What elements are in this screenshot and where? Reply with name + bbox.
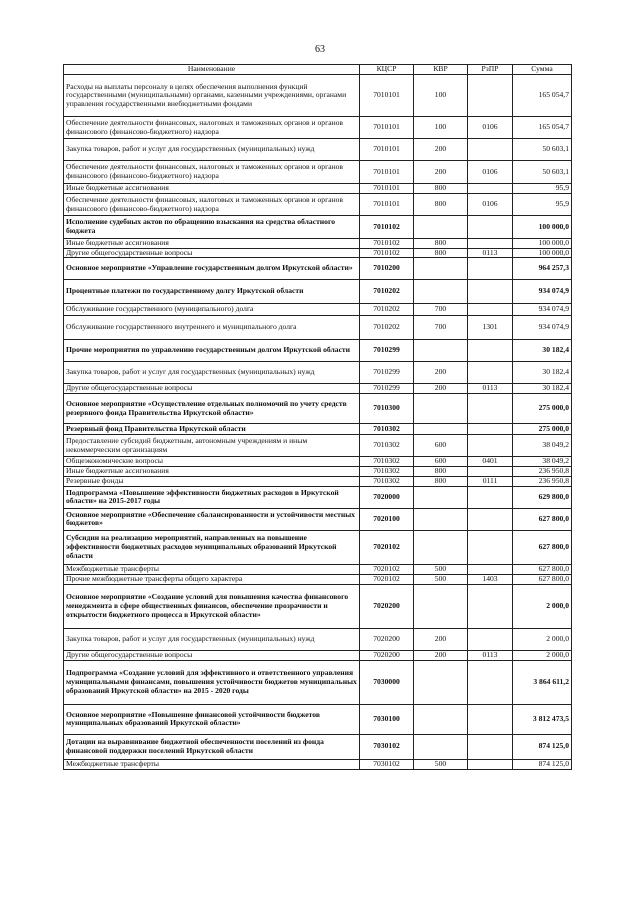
cell-name: Иные бюджетные ассигнования xyxy=(64,467,360,477)
header-kvr: КВР xyxy=(414,65,468,75)
cell-kcsr: 7010202 xyxy=(360,304,414,316)
header-kcsr: КЦСР xyxy=(360,65,414,75)
cell-kvr: 700 xyxy=(414,304,468,316)
cell-sum: 165 054,7 xyxy=(513,117,572,139)
cell-name: Иные бюджетные ассигнования xyxy=(64,184,360,194)
header-rzpr: РзПР xyxy=(468,65,513,75)
cell-kcsr: 7010101 xyxy=(360,75,414,117)
cell-name: Закупка товаров, работ и услуг для государственных (муниципальных) нужд xyxy=(64,362,360,384)
cell-sum: 30 182,4 xyxy=(513,340,572,362)
cell-sum: 627 800,0 xyxy=(513,564,572,574)
cell-rzpr xyxy=(468,304,513,316)
cell-rzpr: 0113 xyxy=(468,248,513,258)
cell-name: Другие общегосударственные вопросы xyxy=(64,248,360,258)
table-row xyxy=(64,508,572,530)
cell-name: Резервные фонды xyxy=(64,476,360,486)
cell-name: Подпрограмма «Повышение эффективности бюджетных расходов в Иркутской области» на 2015-2017 годы xyxy=(64,486,360,508)
cell-kvr: 800 xyxy=(414,467,468,477)
cell-kcsr: 7020200 xyxy=(360,650,414,660)
cell-sum: 627 800,0 xyxy=(513,574,572,584)
table-row xyxy=(64,704,572,734)
cell-kcsr: 7010302 xyxy=(360,476,414,486)
table-body xyxy=(64,75,572,770)
cell-name: Общеэкономические вопросы xyxy=(64,457,360,467)
cell-kcsr: 7010302 xyxy=(360,457,414,467)
cell-kcsr: 7010302 xyxy=(360,435,414,457)
cell-kvr: 200 xyxy=(414,384,468,394)
cell-kvr xyxy=(414,486,468,508)
cell-sum: 30 182,4 xyxy=(513,362,572,384)
table-row xyxy=(64,248,572,258)
cell-kcsr: 7010101 xyxy=(360,117,414,139)
table-row xyxy=(64,258,572,280)
cell-kvr xyxy=(414,258,468,280)
cell-kcsr: 7010202 xyxy=(360,316,414,340)
cell-name: Обеспечение деятельности финансовых, налоговых и таможенных органов и органов финансового (финансово-бюджетного) надзора xyxy=(64,161,360,184)
cell-sum: 3 812 473,5 xyxy=(513,704,572,734)
cell-kvr: 500 xyxy=(414,564,468,574)
table-row xyxy=(64,457,572,467)
cell-rzpr: 0401 xyxy=(468,457,513,467)
table-row xyxy=(64,660,572,704)
cell-sum: 100 000,0 xyxy=(513,216,572,239)
cell-name: Основное мероприятие «Повышение финансовой устойчивости бюджетов муниципальных образований Иркутской области» xyxy=(64,704,360,734)
cell-kvr: 600 xyxy=(414,435,468,457)
cell-kcsr: 7030000 xyxy=(360,660,414,704)
cell-kvr xyxy=(414,530,468,564)
cell-name: Закупка товаров, работ и услуг для государственных (муниципальных) нужд xyxy=(64,628,360,650)
cell-kcsr: 7030100 xyxy=(360,704,414,734)
cell-rzpr xyxy=(468,435,513,457)
table-row xyxy=(64,734,572,759)
cell-sum: 275 000,0 xyxy=(513,424,572,435)
cell-sum: 629 800,0 xyxy=(513,486,572,508)
cell-sum: 2 000,0 xyxy=(513,628,572,650)
cell-sum: 95,9 xyxy=(513,184,572,194)
cell-rzpr xyxy=(468,239,513,249)
cell-kvr: 200 xyxy=(414,139,468,161)
cell-kvr xyxy=(414,660,468,704)
cell-name: Дотации на выравнивание бюджетной обеспеченности поселений из фонда финансовой поддержки поселений Иркутской области xyxy=(64,734,360,759)
cell-rzpr xyxy=(468,216,513,239)
cell-rzpr xyxy=(468,564,513,574)
cell-kvr xyxy=(414,394,468,424)
cell-rzpr xyxy=(468,184,513,194)
cell-rzpr xyxy=(468,584,513,628)
cell-sum: 874 125,0 xyxy=(513,759,572,769)
cell-kcsr: 7010101 xyxy=(360,139,414,161)
cell-rzpr: 1301 xyxy=(468,316,513,340)
cell-kcsr: 7010302 xyxy=(360,467,414,477)
cell-kvr: 100 xyxy=(414,117,468,139)
table-row xyxy=(64,650,572,660)
table-row xyxy=(64,194,572,216)
cell-kcsr: 7020100 xyxy=(360,508,414,530)
cell-kcsr: 7020102 xyxy=(360,574,414,584)
cell-name: Обеспечение деятельности финансовых, налоговых и таможенных органов и органов финансового (финансово-бюджетного) надзора xyxy=(64,117,360,139)
cell-name: Межбюджетные трансферты xyxy=(64,564,360,574)
table-row xyxy=(64,486,572,508)
table-row xyxy=(64,564,572,574)
cell-name: Предоставление субсидий бюджетным, автономным учреждениям и иным некоммерческим организациям xyxy=(64,435,360,457)
cell-rzpr: 0106 xyxy=(468,161,513,184)
cell-name: Основное мероприятие «Управление государственным долгом Иркутской области» xyxy=(64,258,360,280)
cell-sum: 2 000,0 xyxy=(513,584,572,628)
table-row xyxy=(64,424,572,435)
cell-sum: 50 603,1 xyxy=(513,139,572,161)
cell-kvr: 500 xyxy=(414,574,468,584)
cell-rzpr: 0106 xyxy=(468,117,513,139)
cell-name: Прочие межбюджетные трансферты общего характера xyxy=(64,574,360,584)
header-sum: Сумма xyxy=(513,65,572,75)
cell-sum: 38 049,2 xyxy=(513,435,572,457)
cell-kcsr: 7020000 xyxy=(360,486,414,508)
cell-kvr: 800 xyxy=(414,184,468,194)
cell-rzpr: 0113 xyxy=(468,650,513,660)
cell-rzpr xyxy=(468,486,513,508)
table-row xyxy=(64,139,572,161)
cell-kvr: 600 xyxy=(414,457,468,467)
table-header xyxy=(64,65,572,75)
table-row xyxy=(64,239,572,249)
cell-rzpr xyxy=(468,628,513,650)
cell-rzpr xyxy=(468,530,513,564)
table-row xyxy=(64,467,572,477)
cell-kvr: 800 xyxy=(414,476,468,486)
cell-kcsr: 7020102 xyxy=(360,564,414,574)
cell-name: Иные бюджетные ассигнования xyxy=(64,239,360,249)
table-row xyxy=(64,117,572,139)
cell-name: Основное мероприятие «Создание условий для повышения качества финансового менеджмента в сфере общественных финансов, обеспечение прозрачности и открытости бюджетного процесса в Иркутской области» xyxy=(64,584,360,628)
table-row xyxy=(64,340,572,362)
cell-kvr: 500 xyxy=(414,759,468,769)
cell-rzpr xyxy=(468,139,513,161)
cell-sum: 95,9 xyxy=(513,194,572,216)
cell-kcsr: 7030102 xyxy=(360,734,414,759)
table-row xyxy=(64,216,572,239)
cell-rzpr: 1403 xyxy=(468,574,513,584)
cell-name: Процентные платежи по государственному долгу Иркутской области xyxy=(64,280,360,304)
table-row xyxy=(64,75,572,117)
cell-rzpr xyxy=(468,394,513,424)
cell-sum: 236 950,8 xyxy=(513,476,572,486)
budget-table xyxy=(63,64,572,770)
cell-rzpr xyxy=(468,508,513,530)
table-row xyxy=(64,161,572,184)
cell-kvr xyxy=(414,734,468,759)
cell-kcsr: 7010101 xyxy=(360,194,414,216)
cell-rzpr xyxy=(468,424,513,435)
cell-rzpr xyxy=(468,759,513,769)
cell-kvr: 200 xyxy=(414,362,468,384)
cell-kcsr: 7010202 xyxy=(360,280,414,304)
cell-rzpr xyxy=(468,704,513,734)
cell-kvr xyxy=(414,340,468,362)
table-row xyxy=(64,584,572,628)
cell-kvr xyxy=(414,424,468,435)
cell-kcsr: 7010302 xyxy=(360,424,414,435)
cell-kcsr: 7020200 xyxy=(360,628,414,650)
cell-rzpr xyxy=(468,660,513,704)
cell-name: Прочие мероприятия по управлению государственным долгом Иркутской области xyxy=(64,340,360,362)
page-number: 63 xyxy=(315,44,325,55)
table-row xyxy=(64,362,572,384)
cell-name: Другие общегосударственные вопросы xyxy=(64,384,360,394)
table-row xyxy=(64,759,572,769)
cell-kvr: 800 xyxy=(414,239,468,249)
cell-rzpr xyxy=(468,340,513,362)
table-row xyxy=(64,304,572,316)
cell-sum: 2 000,0 xyxy=(513,650,572,660)
cell-sum: 275 000,0 xyxy=(513,394,572,424)
cell-rzpr xyxy=(468,280,513,304)
cell-kvr: 700 xyxy=(414,316,468,340)
cell-kvr xyxy=(414,584,468,628)
cell-sum: 934 074,9 xyxy=(513,280,572,304)
cell-kcsr: 7010299 xyxy=(360,340,414,362)
cell-kvr: 800 xyxy=(414,194,468,216)
cell-kvr: 100 xyxy=(414,75,468,117)
cell-sum: 874 125,0 xyxy=(513,734,572,759)
cell-kcsr: 7010102 xyxy=(360,216,414,239)
cell-kvr: 200 xyxy=(414,628,468,650)
cell-kcsr: 7010101 xyxy=(360,161,414,184)
cell-rzpr: 0111 xyxy=(468,476,513,486)
cell-kcsr: 7030102 xyxy=(360,759,414,769)
cell-rzpr: 0113 xyxy=(468,384,513,394)
table-row xyxy=(64,574,572,584)
cell-kcsr: 7020200 xyxy=(360,584,414,628)
cell-name: Расходы на выплаты персоналу в целях обеспечения выполнения функций государственными (муниципальными) органами, казенными учреждениями, органами управления государственными внебюджетными фондами xyxy=(64,75,360,117)
cell-name: Субсидии на реализацию мероприятий, направленных на повышение эффективности бюджетных расходов муниципальных образований Иркутской области xyxy=(64,530,360,564)
cell-sum: 934 074,9 xyxy=(513,304,572,316)
cell-kvr xyxy=(414,216,468,239)
cell-rzpr xyxy=(468,75,513,117)
cell-sum: 100 000,0 xyxy=(513,239,572,249)
table-row xyxy=(64,435,572,457)
cell-kcsr: 7010299 xyxy=(360,384,414,394)
cell-sum: 627 800,0 xyxy=(513,530,572,564)
cell-kvr: 200 xyxy=(414,161,468,184)
table-row xyxy=(64,384,572,394)
cell-sum: 964 257,3 xyxy=(513,258,572,280)
cell-rzpr: 0106 xyxy=(468,194,513,216)
cell-name: Межбюджетные трансферты xyxy=(64,759,360,769)
table-row xyxy=(64,280,572,304)
table-row xyxy=(64,530,572,564)
cell-sum: 30 182,4 xyxy=(513,384,572,394)
cell-name: Основное мероприятие «Осуществление отдельных полномочий по учету средств резервного фонда Правительства Иркутской области» xyxy=(64,394,360,424)
cell-rzpr xyxy=(468,258,513,280)
cell-name: Подпрограмма «Создание условий для эффективного и ответственного управления муниципальными финансами, повышения устойчивости бюджетов муниципальных образований Иркутской области» на 2015 - 2020 годы xyxy=(64,660,360,704)
cell-kcsr: 7010299 xyxy=(360,362,414,384)
cell-name: Основное мероприятие «Обеспечение сбалансированности и устойчивости местных бюджетов» xyxy=(64,508,360,530)
cell-kvr xyxy=(414,280,468,304)
cell-name: Обеспечение деятельности финансовых, налоговых и таможенных органов и органов финансового (финансово-бюджетного) надзора xyxy=(64,194,360,216)
table-row xyxy=(64,476,572,486)
cell-sum: 627 800,0 xyxy=(513,508,572,530)
cell-kvr: 200 xyxy=(414,650,468,660)
cell-kcsr: 7010300 xyxy=(360,394,414,424)
cell-sum: 38 049,2 xyxy=(513,457,572,467)
cell-rzpr xyxy=(468,362,513,384)
cell-name: Закупка товаров, работ и услуг для государственных (муниципальных) нужд xyxy=(64,139,360,161)
cell-kcsr: 7010102 xyxy=(360,239,414,249)
header-name: Наименование xyxy=(64,65,360,75)
table-row xyxy=(64,628,572,650)
cell-sum: 100 000,0 xyxy=(513,248,572,258)
cell-sum: 3 864 611,2 xyxy=(513,660,572,704)
cell-rzpr xyxy=(468,467,513,477)
cell-name: Обслуживание государственного (муниципального) долга xyxy=(64,304,360,316)
cell-name: Исполнение судебных актов по обращению взыскания на средства областного бюджета xyxy=(64,216,360,239)
cell-name: Резервный фонд Правительства Иркутской области xyxy=(64,424,360,435)
cell-rzpr xyxy=(468,734,513,759)
cell-kvr xyxy=(414,508,468,530)
cell-kcsr: 7020102 xyxy=(360,530,414,564)
table-row xyxy=(64,184,572,194)
cell-kcsr: 7010200 xyxy=(360,258,414,280)
table-row xyxy=(64,316,572,340)
cell-kcsr: 7010101 xyxy=(360,184,414,194)
cell-name: Другие общегосударственные вопросы xyxy=(64,650,360,660)
cell-kvr xyxy=(414,704,468,734)
table-row xyxy=(64,394,572,424)
cell-kvr: 800 xyxy=(414,248,468,258)
cell-sum: 236 950,8 xyxy=(513,467,572,477)
cell-sum: 50 603,1 xyxy=(513,161,572,184)
header-row xyxy=(64,65,572,75)
cell-name: Обслуживание государственного внутреннего и муниципального долга xyxy=(64,316,360,340)
cell-sum: 165 054,7 xyxy=(513,75,572,117)
cell-sum: 934 074,9 xyxy=(513,316,572,340)
cell-kcsr: 7010102 xyxy=(360,248,414,258)
